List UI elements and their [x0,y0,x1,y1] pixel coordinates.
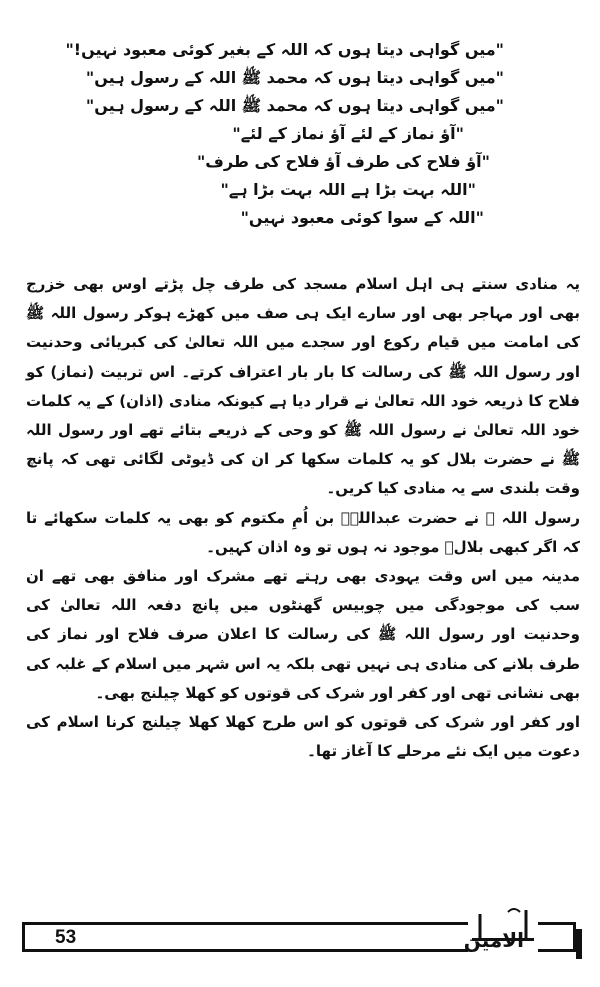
page-footer [22,922,582,966]
adhan-line: "آؤ نماز کے لئے آؤ نماز کے لئے" [232,124,464,143]
adhan-line: "میں گواہی دیتا ہوں کہ محمد ﷺ اللہ کے رسول ہیں" [85,68,504,87]
adhan-verses [44,36,504,232]
adhan-line: "آؤ فلاح کی طرف آؤ فلاح کی طرف" [196,152,490,171]
adhan-line: "اللہ کے سوا کوئی معبود نہیں" [240,208,484,227]
paragraph-call-to-prayer: یہ منادی سنتے ہی اہل اسلام مسجد کی طرف چل پڑتے اوس بھی خزرج بھی اور مہاجر بھی اور سارے ایک ہی صف میں کھڑے ہوکر رسول اللہ ﷺ کی امامت میں قیام رکوع اور سجدے میں اللہ تعالیٰ کی کبریائی وحدنیت اور رسول اللہ ﷺ کی رسالت کا بار بار اعتراف کرتے۔ اس تربیت (نماز) کو فلاح کا ذریعہ خود اللہ تعالیٰ نے قرار دیا ہے کیونکہ منادی (اذان) کے یہ کلمات خود اللہ تعالیٰ نے رسول اللہ ﷺ کو وحی کے ذریعے بتائے تھے اور رسول اللہ ﷺ نے حضرت بلال کو یہ کلمات سکھا کر ان کی ڈیوٹی لگائی تھی کہ پانچ وقت بلندی سے یہ منادی کیا کریں۔ [26,275,580,498]
adhan-line: "اللہ بہت بڑا ہے اللہ بہت بڑا ہے" [220,180,476,199]
paragraph-new-phase: اور کفر اور شرک کی قوتوں کو اس طرح کھلا کھلا چیلنج کرنا اسلام کی دعوت میں ایک نئے مرحلے کا آغاز تھا۔ [26,713,580,761]
paragraph-ibn-umm-maktum: رسول اللہ ﷺ نے حضرت عبداللہؓ بن اُمِ مکتوم کو بھی یہ کلمات سکھائے تا کہ اگر کبھی بلالؓ موجود نہ ہوں تو وہ اذان کہیں۔ [26,508,580,556]
publisher-logo [463,904,538,960]
logo-text: الامین [463,928,524,952]
paragraph-madina: مدینہ میں اس وقت یہودی بھی رہتے تھے مشرک اور منافق بھی تھے ان سب کی موجودگی میں چوبیس گھنٹوں میں پانچ دفعہ اللہ تعالیٰ کی وحدنیت اور رسول اللہ ﷺ کی رسالت کا اعلان صرف فلاح اور نماز کی طرف بلانے کی منادی ہی نہیں تھی بلکہ یہ اس شہر میں اسلام کے غلبہ کی بھی نشانی تھی اور کفر اور شرک کی قوتوں کو کھلا چیلنج بھی۔ [26,567,580,702]
adhan-line: "میں گواہی دیتا ہوں کہ محمد ﷺ اللہ کے رسول ہیں" [85,96,504,115]
adhan-line: "میں گواہی دیتا ہوں کہ اللہ کے بغیر کوئی معبود نہیں!" [65,40,504,59]
page-number: 53 [55,927,77,948]
body-text [26,270,580,766]
